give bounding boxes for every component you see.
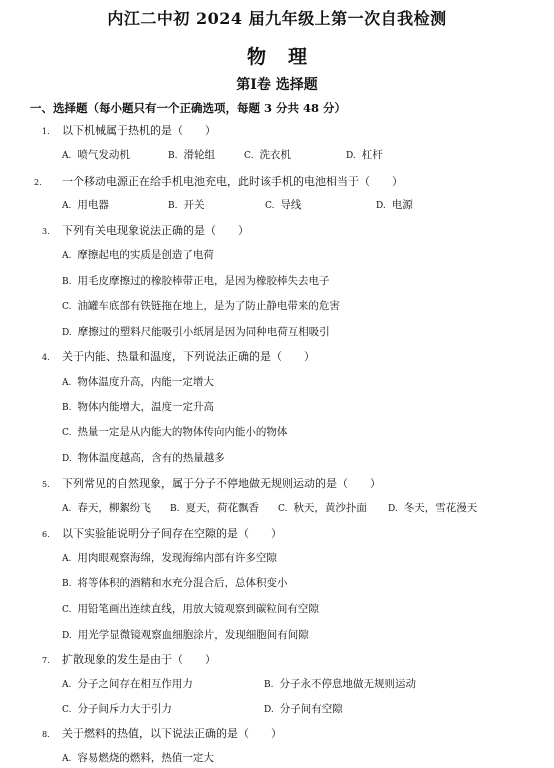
question-stem: 关于内能、热量和温度，下列说法正确的是（ ） xyxy=(62,350,315,363)
option-b: B. 用毛皮摩擦过的橡胶棒带正电，是因为橡胶棒失去电子 xyxy=(62,275,330,287)
question-stem: 下列有关电现象说法正确的是（ ） xyxy=(62,224,249,237)
volume-title: 第Ⅰ卷 选择题 xyxy=(236,77,318,93)
option-a: A. 分子之间存在相互作用力 xyxy=(62,678,193,690)
option-d: D. 杠杆 xyxy=(346,149,383,161)
exam-title: 内江二中初 2024 届九年级上第一次自我检测 xyxy=(107,9,447,28)
question-number: 5. xyxy=(42,480,50,489)
option-d: D. 冬天，雪花漫天 xyxy=(388,502,478,514)
option-d: D. 摩擦过的塑料尺能吸引小纸屑是因为同种电荷互相吸引 xyxy=(62,326,330,338)
option-c: C. 秋天，黄沙扑面 xyxy=(278,502,367,514)
option-a: A. 物体温度升高，内能一定增大 xyxy=(62,376,214,388)
option-c: C. 用铅笔画出连续直线，用放大镜观察到碳粒间有空隙 xyxy=(62,603,319,615)
option-a: A. 摩擦起电的实质是创造了电荷 xyxy=(62,249,214,261)
option-c: C. 热量一定是从内能大的物体传向内能小的物体 xyxy=(62,426,288,438)
option-a: A. 容易燃烧的燃料，热值一定大 xyxy=(62,752,214,764)
question-stem: 以下机械属于热机的是（ ） xyxy=(62,124,216,137)
option-b: B. 物体内能增大，温度一定升高 xyxy=(62,401,214,413)
question-4 xyxy=(42,348,315,364)
question-stem: 关于燃料的热值，以下说法正确的是（ ） xyxy=(62,727,282,740)
question-number: 4. xyxy=(42,353,50,362)
question-1 xyxy=(42,122,216,138)
option-b: B. 开关 xyxy=(168,199,205,211)
question-7 xyxy=(42,651,216,667)
question-5 xyxy=(42,475,381,491)
option-c: C. 导线 xyxy=(265,199,302,211)
option-b: B. 夏天，荷花飘香 xyxy=(170,502,259,514)
question-stem: 下列常见的自然现象，属于分子不停地做无规则运动的是（ ） xyxy=(62,477,381,490)
section-heading: 一、选择题（每小题只有一个正确选项，每题 3 分共 48 分） xyxy=(30,101,347,115)
question-number: 2. xyxy=(34,178,42,187)
option-c: C. 油罐车底部有铁链拖在地上，是为了防止静电带来的危害 xyxy=(62,300,340,312)
option-a: A. 用肉眼观察海绵，发现海绵内部有许多空隙 xyxy=(62,552,277,564)
question-number: 7. xyxy=(42,656,50,665)
question-stem: 以下实验能说明分子间存在空隙的是（ ） xyxy=(62,527,282,540)
question-number: 8. xyxy=(42,730,50,739)
option-a: A. 用电器 xyxy=(62,199,109,211)
question-number: 6. xyxy=(42,530,50,539)
option-d: D. 电源 xyxy=(376,199,413,211)
option-a: A. 喷气发动机 xyxy=(62,149,130,161)
option-d: D. 分子间有空隙 xyxy=(264,703,343,715)
question-number: 1. xyxy=(42,127,50,136)
question-8 xyxy=(42,725,282,741)
option-c: C. 洗衣机 xyxy=(244,149,291,161)
option-d: D. 物体温度越高，含有的热量越多 xyxy=(62,452,225,464)
subject-title: 物理 xyxy=(246,46,329,68)
question-2 xyxy=(34,173,403,189)
option-c: C. 分子间斥力大于引力 xyxy=(62,703,172,715)
option-b: B. 滑轮组 xyxy=(168,149,215,161)
option-b: B. 将等体积的酒精和水充分混合后，总体积变小 xyxy=(62,577,288,589)
question-3 xyxy=(42,222,249,238)
option-b: B. 分子永不停息地做无规则运动 xyxy=(264,678,416,690)
option-d: D. 用光学显微镜观察血细胞涂片，发现细胞间有间隙 xyxy=(62,629,309,641)
question-number: 3. xyxy=(42,227,50,236)
option-a: A. 春天，柳絮纷飞 xyxy=(62,502,151,514)
question-stem: 扩散现象的发生是由于（ ） xyxy=(62,653,216,666)
question-stem: 一个移动电源正在给手机电池充电，此时该手机的电池相当于（ ） xyxy=(62,175,403,188)
question-6 xyxy=(42,525,282,541)
